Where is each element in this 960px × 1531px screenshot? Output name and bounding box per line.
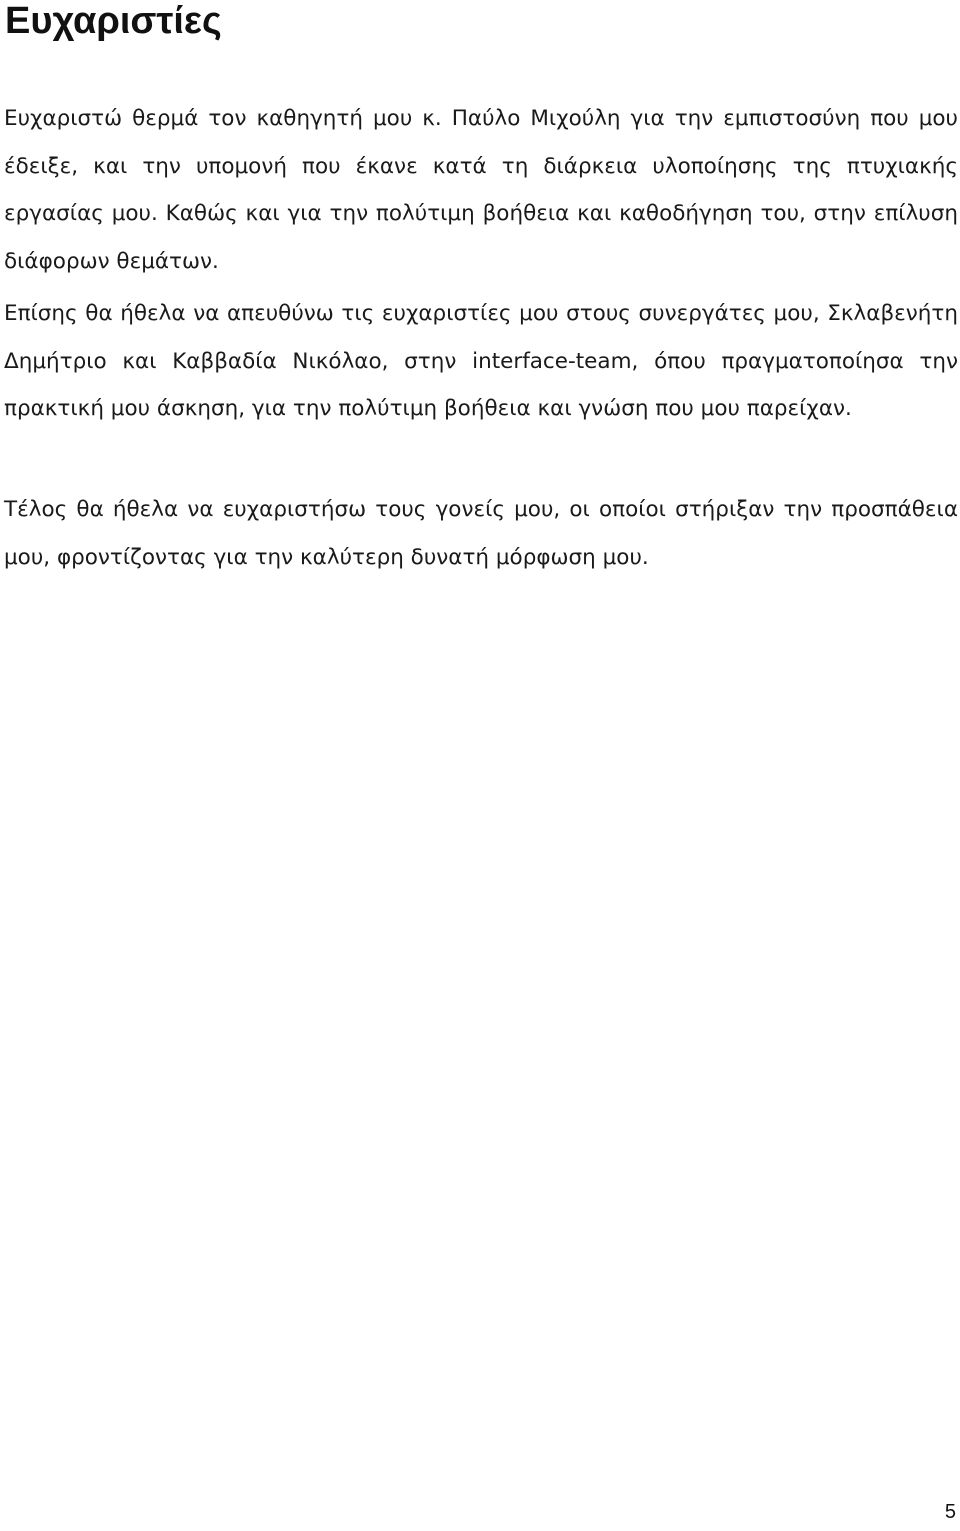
page-title: Ευχαριστίες: [5, 0, 222, 42]
page-number: 5: [944, 1501, 956, 1523]
paragraph-thanks-parents: Τέλος θα ήθελα να ευχαριστήσω τους γονείς μου, οι οποίοι στήριξαν την προσπάθεια μου, φροντίζοντας για την καλύτερη δυνατή μόρφωση μου.: [4, 497, 958, 570]
paragraph-thanks-professor: Ευχαριστώ θερμά τον καθηγητή μου κ. Παύλο Μιχούλη για την εμπιστοσύνη που μου έδειξε, και την υπομονή που έκανε κατά τη διάρκεια υλοποίησης της πτυχιακής εργασίας μου. Καθώς και για την πολύτιμη βοήθεια και καθοδήγηση του, στην επίλυση διάφορων θεμάτων.: [4, 106, 958, 274]
paragraph-thanks-colleagues: Επίσης θα ήθελα να απευθύνω τις ευχαριστίες μου στους συνεργάτες μου, Σκλαβενήτη Δημήτριο και Καββαδία Νικόλαο, στην interface-team, όπου πραγματοποίησα την πρακτική μου άσκηση, για την πολύτιμη βοήθεια και γνώση που μου παρείχαν.: [4, 301, 958, 421]
